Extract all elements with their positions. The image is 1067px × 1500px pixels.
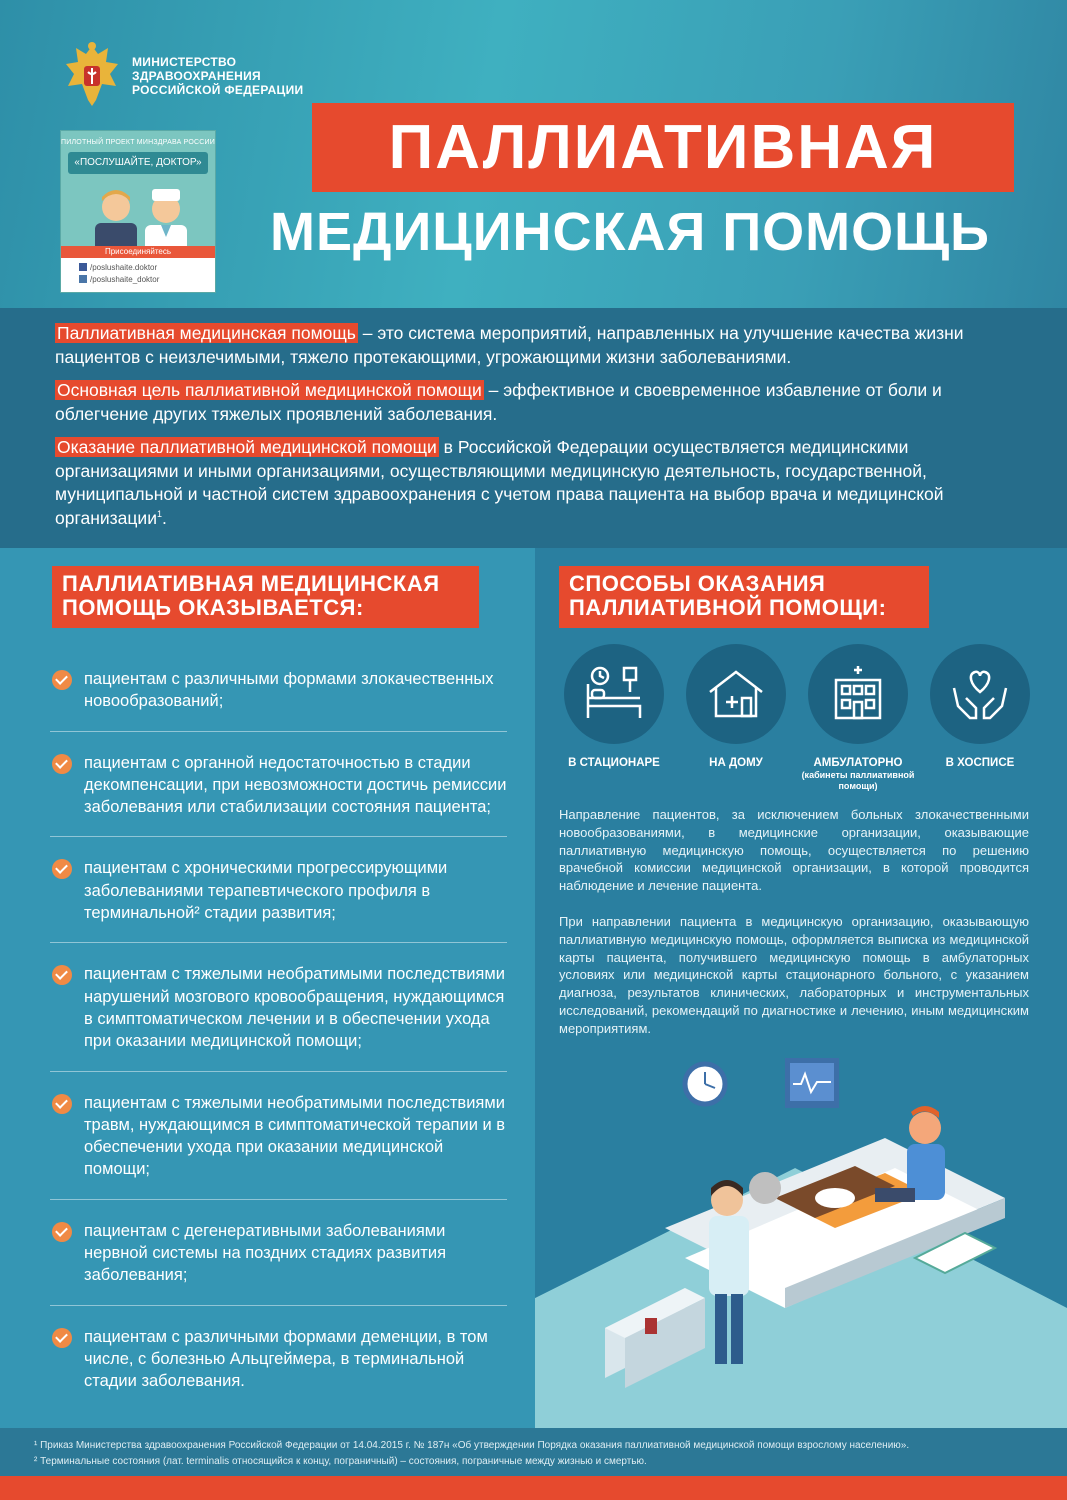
- intro-section: [0, 308, 1067, 548]
- recipients-heading: [52, 566, 479, 628]
- heading-line: СПОСОБЫ ОКАЗАНИЯ: [569, 571, 826, 596]
- description-paragraph: При направлении пациента в медицинскую организацию, оказывающую паллиативную медицинскую помощь, оформляется выписка из медицинской карты пациента, получившего медицинскую помощь в амбулаторных условиях или медицинской карты стационарного больного, с указанием диагноза, результатов клинических, лабораторных и инструментальных исследований, рекомендаций по диагностике и лечению, иным медицинским мероприятиям.: [559, 913, 1029, 1036]
- hospital-bed-icon: [564, 644, 664, 744]
- description-paragraph: Направление пациентов, за исключением больных злокачественными новообразованиями, в медицинские организации, оказывающие паллиативную медицинскую помощь, осуществляется по решению врачебной комиссии медицинской организации, в которой проводится наблюдение и лечение пациента.: [559, 807, 1029, 894]
- method-home: [675, 644, 797, 770]
- method-label: В СТАЦИОНАРЕ: [568, 757, 660, 769]
- vk-icon: [79, 275, 87, 283]
- list-item: [50, 837, 507, 943]
- ministry-name: [132, 55, 303, 97]
- doctor-patient-illustration: [81, 183, 201, 253]
- method-outpatient: [797, 644, 919, 792]
- heading-line: ПАЛЛИАТИВНАЯ МЕДИЦИНСКАЯ: [62, 571, 440, 596]
- clinic-building-icon: [808, 644, 908, 744]
- facebook-icon: [79, 263, 87, 271]
- footnote: ² Терминальные состояния (лат. terminalis относящийся к концу, пограничный) – состояния, пограничные между жизнью и смертью.: [34, 1456, 647, 1467]
- list-item: [50, 732, 507, 838]
- ministry-line: МИНИСТЕРСТВО: [132, 55, 237, 69]
- page-title-line2: МЕДИЦИНСКАЯ ПОМОЩЬ: [270, 202, 990, 262]
- vk-link[interactable]: [61, 274, 215, 286]
- house-icon: [686, 644, 786, 744]
- ministry-line: РОССИЙСКОЙ ФЕДЕРАЦИИ: [132, 83, 304, 97]
- facebook-link-text: /poslushaite.doktor: [90, 263, 158, 272]
- list-item: [50, 1200, 507, 1306]
- list-item-text: пациентам с органной недостаточностью в стадии декомпенсации, при невозможности достичь ремиссии заболевания или стабилизации состояния пациента;: [84, 753, 507, 817]
- list-item-text: пациентам с тяжелыми необратимыми последствиями нарушений мозгового кровообращения, нуждающимся в симптоматическом лечении и в обеспечении ухода при оказании медицинской помощи;: [84, 965, 505, 1051]
- list-item-text: пациентам с хроническими прогрессирующими заболеваниями терапевтического профиля в терминальной² стадии развития;: [84, 859, 448, 923]
- methods-description: [559, 806, 1029, 1056]
- list-item-text: пациентам с различными формами деменции, в том числе, с болезнью Альцгеймера, в терминальной стадии заболевания.: [84, 1327, 488, 1391]
- list-item-text: пациентам с дегенеративными заболеваниями нервной системы на поздних стадиях развития заболевания;: [84, 1221, 447, 1285]
- footnote-ref: 1: [156, 508, 162, 519]
- method-label: АМБУЛАТОРНО: [813, 757, 903, 769]
- intro-text: в Российской Федерации осуществляется медицинскими организациями и иными организациями, осуществляющими медицинскую деятельность, государственной, муниципальной и частной систем здравоохранения с учетом права пациента на выбор врача и медицинской организации: [55, 437, 944, 528]
- method-inpatient: [553, 644, 675, 770]
- list-item: [50, 943, 507, 1071]
- list-item: [50, 648, 507, 732]
- header: [0, 0, 1067, 308]
- intro-paragraph: [55, 379, 1023, 426]
- heart-hands-icon: [930, 644, 1030, 744]
- footnote: ¹ Приказ Министерства здравоохранения Российской Федерации от 14.04.2015 г. № 187н «Об утверждении Порядка оказания паллиативной медицинской помощи взрослому населению».: [34, 1440, 910, 1451]
- method-label: В ХОСПИСЕ: [945, 757, 1015, 769]
- method-label: НА ДОМУ: [709, 757, 763, 769]
- project-card-title: ПИЛОТНЫЙ ПРОЕКТ МИНЗДРАВА РОССИИ: [61, 139, 215, 146]
- heading-line: ПОМОЩЬ ОКАЗЫВАЕТСЯ:: [62, 595, 364, 620]
- intro-text-end: .: [161, 507, 167, 528]
- hospital-room-illustration: [535, 1048, 1067, 1428]
- facebook-link[interactable]: [61, 262, 215, 274]
- check-icon: [52, 1094, 72, 1114]
- heading-line: ПАЛЛИАТИВНОЙ ПОМОЩИ:: [569, 595, 887, 620]
- recipients-section: [0, 548, 535, 1428]
- project-card-join: Присоединяйтесь: [61, 246, 215, 258]
- check-icon: [52, 1328, 72, 1348]
- ministry-line: ЗДРАВООХРАНЕНИЯ: [132, 69, 261, 83]
- vk-link-text: /poslushaite_doktor: [90, 275, 160, 284]
- intro-highlight: Паллиативная медицинская помощь: [57, 323, 356, 343]
- intro-highlight: Оказание паллиативной медицинской помощи: [57, 437, 437, 457]
- method-hospice: [919, 644, 1041, 770]
- project-card: [60, 130, 216, 293]
- bottom-accent-bar: [0, 1476, 1067, 1500]
- list-item-text: пациентам с тяжелыми необратимыми последствиями травм, нуждающимся в симптоматической терапии и в обеспечении ухода при оказании медицинской помощи;: [84, 1093, 506, 1179]
- intro-text: – эффективное и своевременное избавление от боли и облегчение других тяжелых проявлений заболевания.: [55, 380, 942, 424]
- check-icon: [52, 1222, 72, 1242]
- check-icon: [52, 670, 72, 690]
- coat-of-arms-icon: [62, 40, 122, 108]
- recipients-list: [50, 648, 507, 1411]
- methods-heading: [559, 566, 929, 628]
- project-card-slogan: «ПОСЛУШАЙТЕ, ДОКТОР»: [68, 152, 208, 174]
- footnotes: [0, 1428, 1067, 1476]
- intro-highlight: Основная цель паллиативной медицинской помощи: [57, 380, 482, 400]
- project-card-links: [61, 262, 215, 286]
- intro-text: – это система мероприятий, направленных на улучшение качества жизни пациентов с неизлечимыми, тяжело протекающими, угрожающими жизни заболеваниями.: [55, 323, 964, 367]
- intro-paragraph: [55, 436, 1023, 530]
- list-item-text: пациентам с различными формами злокачественных новообразований;: [84, 670, 494, 711]
- check-icon: [52, 754, 72, 774]
- check-icon: [52, 965, 72, 985]
- method-sublabel: (кабинеты паллиативной помощи): [801, 770, 915, 791]
- list-item: [50, 1306, 507, 1411]
- methods-section: [535, 548, 1067, 1428]
- check-icon: [52, 859, 72, 879]
- list-item: [50, 1072, 507, 1200]
- page-title-line1: ПАЛЛИАТИВНАЯ: [388, 113, 938, 182]
- intro-paragraph: [55, 322, 1023, 369]
